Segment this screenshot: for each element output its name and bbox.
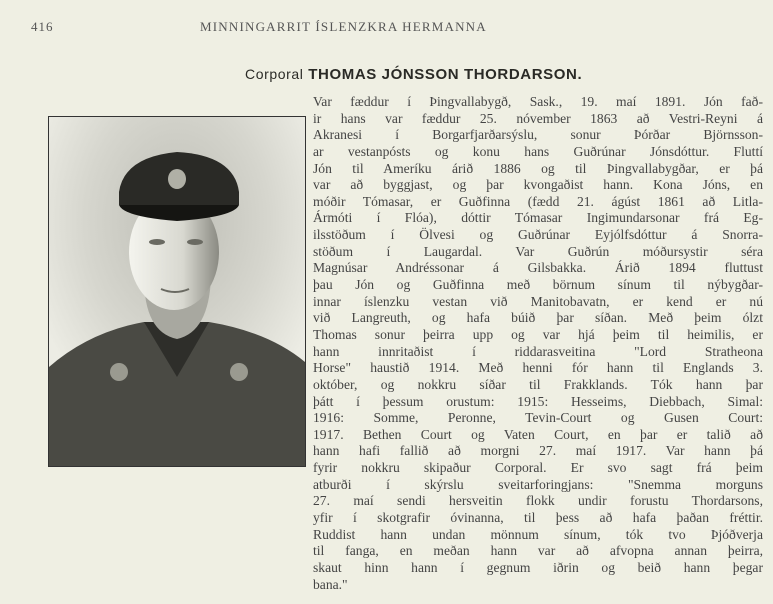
text-line: Jón til Ameríku árið 1886 og til Þingvallabygðar, er þá xyxy=(313,160,763,176)
text-line: Magnúsar Andréssonar á Gilsbakka. Árið 1894 fluttust xyxy=(313,260,763,276)
text-line: stöðum í Laugardal. Var Guðrún móðursystir séra xyxy=(313,243,763,259)
text-line: Thomas sonur þeirra upp og var hjá þeim til heimilis, er xyxy=(313,326,763,342)
article-body xyxy=(313,94,763,593)
text-line: var að byggjast, og þar kvongaðist hann. Kona Jóns, en xyxy=(313,177,763,193)
text-line: Akranesi í Borgarfjarðarsýslu, sonur Þórðar Björnsson- xyxy=(313,127,763,143)
page-number: 416 xyxy=(31,19,54,34)
text-line: þau Jón og Guðfinna með börnum sínum til nýbygðar- xyxy=(313,277,763,293)
text-line: hann innritaðist í riddarasveitina "Lord Stratheona xyxy=(313,343,763,359)
text-line: við Langreuth, og hafa búið þar síðan. Með þeim ólzt xyxy=(313,310,763,326)
text-line: 1917. Bethen Court og Vaten Court, en þar er talið að xyxy=(313,426,763,442)
text-line: október, og nokkru síðar til Frakklands. Tók hann þar xyxy=(313,376,763,392)
text-line: móðir Tómasar, er Guðfinna (fædd 21. ágúst 1861 að Litla- xyxy=(313,193,763,209)
text-line: 27. maí sendi hersveitin flokk undir forustu Thordarsons, xyxy=(313,493,763,509)
text-line: ir hans var fæddur 25. nóvember 1863 að Vestri-Reyni á xyxy=(313,110,763,126)
soldier-portrait-photo xyxy=(48,116,306,467)
text-line: 1916: Somme, Peronne, Tevin-Court og Gusen Court: xyxy=(313,410,763,426)
text-line: ilsstöðum í Ölvesi og Guðrúnar Eyjólfsdóttur á Snorra- xyxy=(313,227,763,243)
text-line: til fanga, en meðan hann var að afvopna annan þeirra, xyxy=(313,543,763,559)
text-line: Ruddist hann undan mönnum sínum, tók tvo Þjóðverja xyxy=(313,526,763,542)
text-line: innar íslenzku vestan við Manitobavatn, er kend er nú xyxy=(313,293,763,309)
text-line: fyrir nokkru skipaður Corporal. Er svo sagt frá þeim xyxy=(313,460,763,476)
text-line: hann hafi fallið að morgni 27. maí 1917. Var hann þá xyxy=(313,443,763,459)
soldier-rank: Corporal xyxy=(245,66,304,82)
text-line: þátt í þessum orustum: 1915: Hesseims, Diebbach, Simal: xyxy=(313,393,763,409)
text-line: Horse" haustið 1914. Með henni fór hann til Englands 3. xyxy=(313,360,763,376)
text-line: Ármóti í Flóa), dóttir Tómasar Ingimundarsonar frá Eg- xyxy=(313,210,763,226)
soldier-name: THOMAS JÓNSSON THORDARSON. xyxy=(308,66,583,83)
article-title xyxy=(245,66,582,83)
text-line: Var fæddur í Þingvallabygð, Sask., 19. maí 1891. Jón fað- xyxy=(313,94,763,109)
running-title: MINNINGARRIT ÍSLENZKRA HERMANNA xyxy=(200,19,487,34)
text-line: yfir í skotgrafir óvinanna, til þess að hafa þaðan fréttir. xyxy=(313,510,763,526)
text-line: skaut hinn hann í gegnum iðrin og beið hann þegar xyxy=(313,559,763,575)
text-line: ar vestanpósts og konu hans Guðrúnar Jónsdóttur. Fluttí xyxy=(313,143,763,159)
text-line: bana." xyxy=(313,576,348,592)
text-line: atburði í skýrslu sveitarforingjans: "Snemma morguns xyxy=(313,476,763,492)
portrait-image xyxy=(49,117,305,466)
